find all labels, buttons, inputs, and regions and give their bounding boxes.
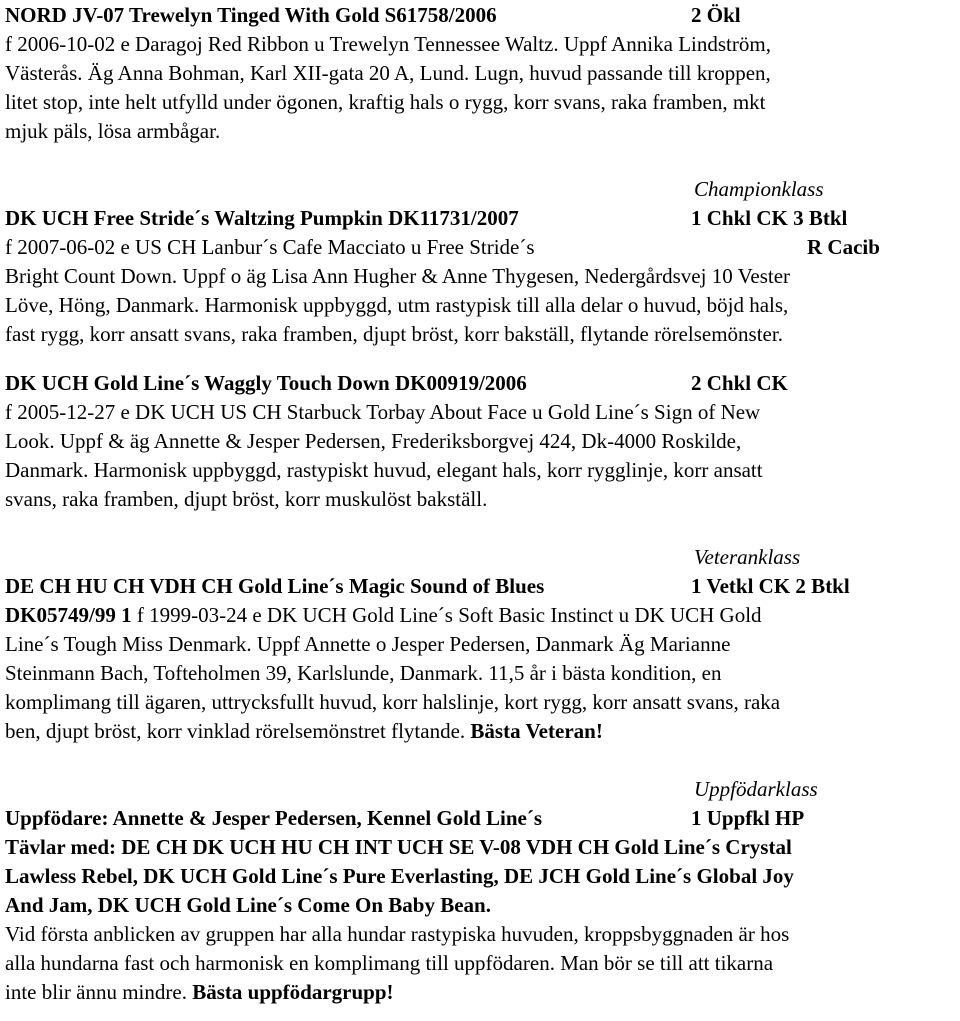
class-heading-text: Veteranklass: [694, 545, 801, 569]
entry-title: NORD JV-07 Trewelyn Tinged With Gold S61758/2006: [5, 3, 497, 27]
class-heading-championklass: [5, 175, 957, 204]
entry-bold-line: Lawless Rebel, DK UCH Gold Line´s Pure Everlasting, DE JCH Gold Line´s Global Joy: [5, 864, 794, 888]
entry-text-line: Line´s Tough Miss Denmark. Uppf Annette o Jesper Pedersen, Danmark Äg Marianne: [5, 632, 731, 656]
entry-heading-trewelyn: [5, 1, 957, 30]
entry-text: inte blir ännu mindre.: [5, 980, 193, 1004]
class-heading-text: Uppfödarklass: [694, 777, 818, 801]
entry-heading-waggly-touch-down: [5, 369, 957, 398]
entry-result: 2 Chkl CK: [691, 371, 788, 395]
entry-title: DK UCH Free Stride´s Waltzing Pumpkin DK11731/2007: [5, 206, 519, 230]
entry-text-line: [5, 978, 957, 1007]
entry-result: 1 Vetkl CK 2 Btkl: [691, 574, 850, 598]
entry-text-line: [5, 717, 957, 746]
class-heading-veteranklass: [5, 543, 957, 572]
entry-bold-line: And Jam, DK UCH Gold Line´s Come On Baby Bean.: [5, 893, 491, 917]
entry-text-line: f 2006-10-02 e Daragoj Red Ribbon u Trewelyn Tennessee Waltz. Uppf Annika Lindström,: [5, 32, 771, 56]
entry-text-line: [5, 233, 957, 262]
entry-text-line: Vid första anblicken av gruppen har alla hundar rastypiska huvuden, kroppsbyggnaden är hos: [5, 922, 790, 946]
entry-text-line: Look. Uppf & äg Annette & Jesper Pedersen, Frederiksborgvej 424, Dk-4000 Roskilde,: [5, 429, 742, 453]
spacer: [5, 746, 957, 775]
entry-text: f 2007-06-02 e US CH Lanbur´s Cafe Macciato u Free Stride´s: [5, 235, 535, 259]
best-breeder-group-award: Bästa uppfödargrupp!: [192, 980, 394, 1004]
entry-title: DK UCH Gold Line´s Waggly Touch Down DK00919/2006: [5, 371, 527, 395]
entry-text-line: litet stop, inte helt utfylld under ögonen, kraftig hals o rygg, korr svans, raka framben, mkt: [5, 90, 766, 114]
entry-bold-line: Tävlar med: DE CH DK UCH HU CH INT UCH SE V-08 VDH CH Gold Line´s Crystal: [5, 835, 792, 859]
entry-text-line: fast rygg, korr ansatt svans, raka framben, djupt bröst, korr bakställ, flytande rörelsemönster.: [5, 322, 783, 346]
entry-text-line: alla hundarna fast och harmonisk en komplimang till uppfödaren. Man bör se till att tikarna: [5, 951, 774, 975]
entry-text-line: Löve, Höng, Danmark. Harmonisk uppbyggd, utm rastypisk till alla delar o huvud, böjd hals,: [5, 293, 789, 317]
entry-result: 1 Uppfkl HP: [691, 806, 805, 830]
entry-text-line: mjuk päls, lösa armbågar.: [5, 119, 221, 143]
spacer: [5, 349, 957, 369]
class-heading-uppfodarklass: [5, 775, 957, 804]
entry-award: R Cacib: [807, 235, 880, 259]
entry-title: DE CH HU CH VDH CH Gold Line´s Magic Sound of Blues: [5, 574, 545, 598]
entry-text-line: svans, raka framben, djupt bröst, korr muskulöst bakställ.: [5, 487, 488, 511]
entry-text-line: Västerås. Äg Anna Bohman, Karl XII-gata 20 A, Lund. Lugn, huvud passande till kroppen,: [5, 61, 771, 85]
entry-result: 2 Ökl: [691, 3, 741, 27]
entry-text-line: f 2005-12-27 e DK UCH US CH Starbuck Torbay About Face u Gold Line´s Sign of New: [5, 400, 761, 424]
document-page: [5, 1, 957, 1007]
entry-text: ben, djupt bröst, korr vinklad rörelsemönstret flytande.: [5, 719, 471, 743]
entry-text-line: [5, 601, 957, 630]
class-heading-text: Championklass: [694, 177, 824, 201]
spacer: [5, 146, 957, 175]
entry-title: Uppfödare: Annette & Jesper Pedersen, Kennel Gold Line´s: [5, 806, 543, 830]
spacer: [5, 514, 957, 543]
entry-text: f 1999-03-24 e DK UCH Gold Line´s Soft Basic Instinct u DK UCH Gold: [131, 603, 762, 627]
entry-heading-breeder: [5, 804, 957, 833]
entry-heading-waltzing-pumpkin: [5, 204, 957, 233]
entry-result: 1 Chkl CK 3 Btkl: [691, 206, 848, 230]
registration-number: DK05749/99 1: [5, 603, 132, 627]
entry-text-line: komplimang till ägaren, uttrycksfullt huvud, korr halslinje, kort rygg, korr ansatt svans, raka: [5, 690, 781, 714]
entry-heading-magic-sound: [5, 572, 957, 601]
entry-text-line: Steinmann Bach, Tofteholmen 39, Karlslunde, Danmark. 11,5 år i bästa kondition, en: [5, 661, 722, 685]
entry-text-line: Bright Count Down. Uppf o äg Lisa Ann Hugher & Anne Thygesen, Nedergårdsvej 10 Vester: [5, 264, 791, 288]
entry-text-line: Danmark. Harmonisk uppbyggd, rastypiskt huvud, elegant hals, korr rygglinje, korr ansatt: [5, 458, 763, 482]
best-veteran-award: Bästa Veteran!: [470, 719, 603, 743]
